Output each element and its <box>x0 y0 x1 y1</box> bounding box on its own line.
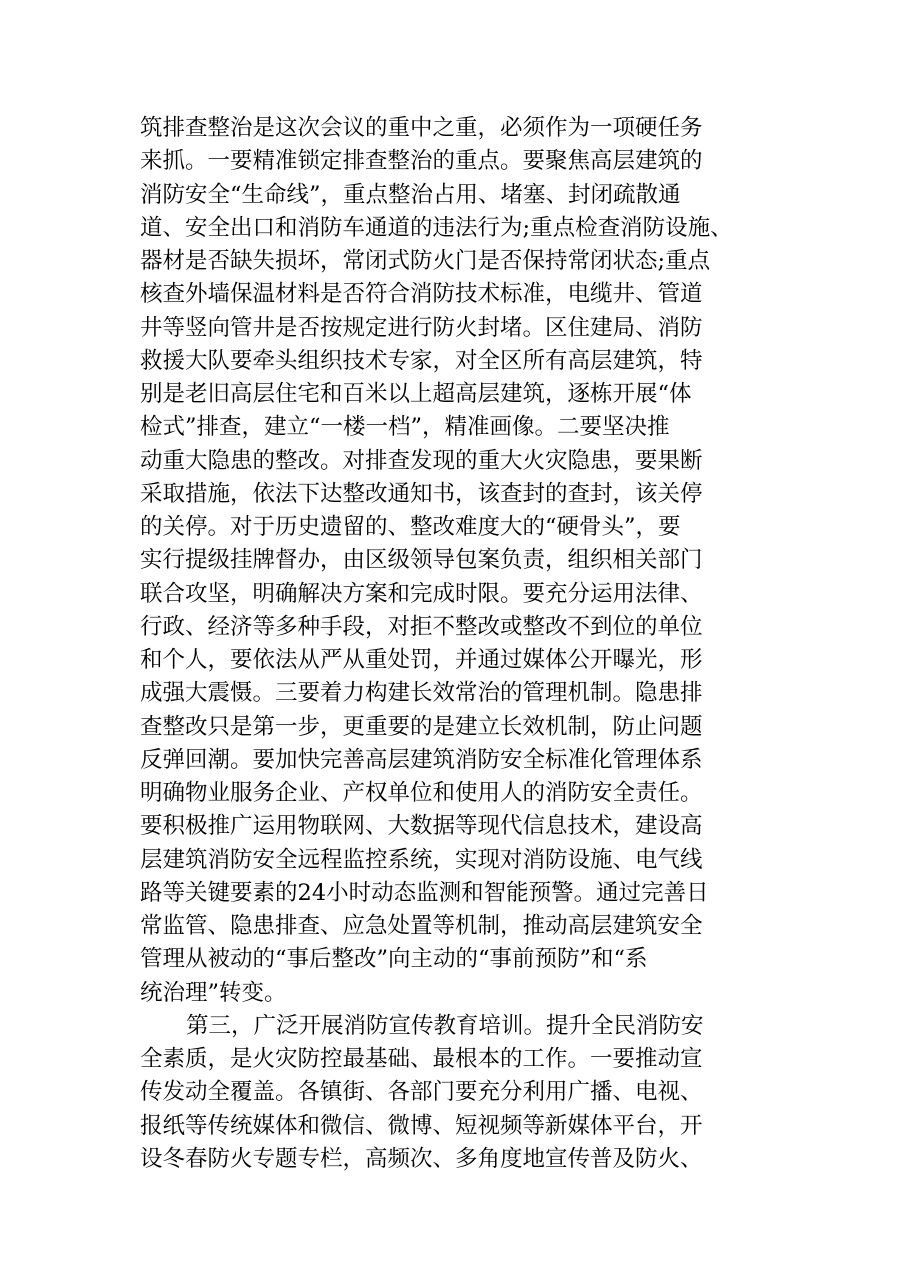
text-line: 核查外墙保温材料是否符合消防技术标准，电缆井、管道 <box>140 281 703 308</box>
text-line: 查整改只是第一步，更重要的是建立长效机制，防止问题 <box>140 713 703 740</box>
paragraph-start-line: 第三，广泛开展消防宣传教育培训。提升全民消防安 <box>186 1012 704 1039</box>
text-line: 来抓。一要精准锁定排查整治的重点。要聚焦高层建筑的 <box>140 148 703 175</box>
text-line: 层建筑消防安全远程监控系统，实现对消防设施、电气线 <box>140 846 703 873</box>
text-line: 报纸等传统媒体和微信、微博、短视频等新媒体平台，开 <box>140 1112 703 1139</box>
body-text <box>140 112 840 1176</box>
text-line: 检式”排查，建立“一楼一档”，精准画像。二要坚决推 <box>140 414 670 441</box>
text-line: 筑排查整治是这次会议的重中之重，必须作为一项硬任务 <box>140 115 703 141</box>
text-line: 明确物业服务企业、产权单位和使用人的消防安全责任。 <box>140 780 703 806</box>
text-line: 器材是否缺失损坏，常闭式防火门是否保持常闭状态;重点 <box>140 248 711 274</box>
text-line: 行政、经济等多种手段，对拒不整改或整改不到位的单位 <box>140 613 703 640</box>
text-line: 联合攻坚，明确解决方案和完成时限。要充分运用法律、 <box>140 580 703 607</box>
text-line: 要积极推广运用物联网、大数据等现代信息技术，建设高 <box>140 813 703 840</box>
text-line: 道、安全出口和消防车通道的违法行为;重点检查消防设施、 <box>140 214 733 241</box>
text-line: 井等竖向管井是否按规定进行防火封堵。区住建局、消防 <box>140 314 703 341</box>
text-line: 成强大震慑。三要着力构建长效常治的管理机制。隐患排 <box>140 680 703 707</box>
text-line: 实行提级挂牌督办，由区级领导包案负责，组织相关部门 <box>140 547 703 574</box>
text-line: 采取措施，依法下达整改通知书，该查封的查封，该关停 <box>140 480 703 507</box>
text-line: 传发动全覆盖。各镇街、各部门要充分利用广播、电视、 <box>140 1079 703 1106</box>
text-line: 动重大隐患的整改。对排查发现的重大火灾隐患，要果断 <box>140 447 703 474</box>
text-line: 的关停。对于历史遗留的、整改难度大的“硬骨头”，要 <box>140 514 681 540</box>
text-line: 设冬春防火专题专栏，高频次、多角度地宣传普及防火、 <box>140 1145 703 1172</box>
text-line: 和个人，要依法从严从重处罚，并通过媒体公开曝光，形 <box>140 647 703 673</box>
text-line: 路等关键要素的24小时动态监测和智能预警。通过完善日 <box>140 879 709 906</box>
text-line: 全素质，是火灾防控最基础、最根本的工作。一要推动宣 <box>140 1046 703 1072</box>
text-line: 别是老旧高层住宅和百米以上超高层建筑，逐栋开展“体 <box>140 381 692 407</box>
text-line: 管理从被动的“事后整改”向主动的“事前预防”和“系 <box>140 946 648 973</box>
text-line: 统治理”转变。 <box>140 979 287 1006</box>
text-line: 消防安全“生命线”，重点整治占用、堵塞、封闭疏散通 <box>140 181 681 208</box>
text-line: 救援大队要牵头组织技术专家，对全区所有高层建筑，特 <box>140 347 703 374</box>
text-line: 常监管、隐患排查、应急处置等机制，推动高层建筑安全 <box>140 913 703 939</box>
text-line: 反弹回潮。要加快完善高层建筑消防安全标准化管理体系 <box>140 746 703 773</box>
